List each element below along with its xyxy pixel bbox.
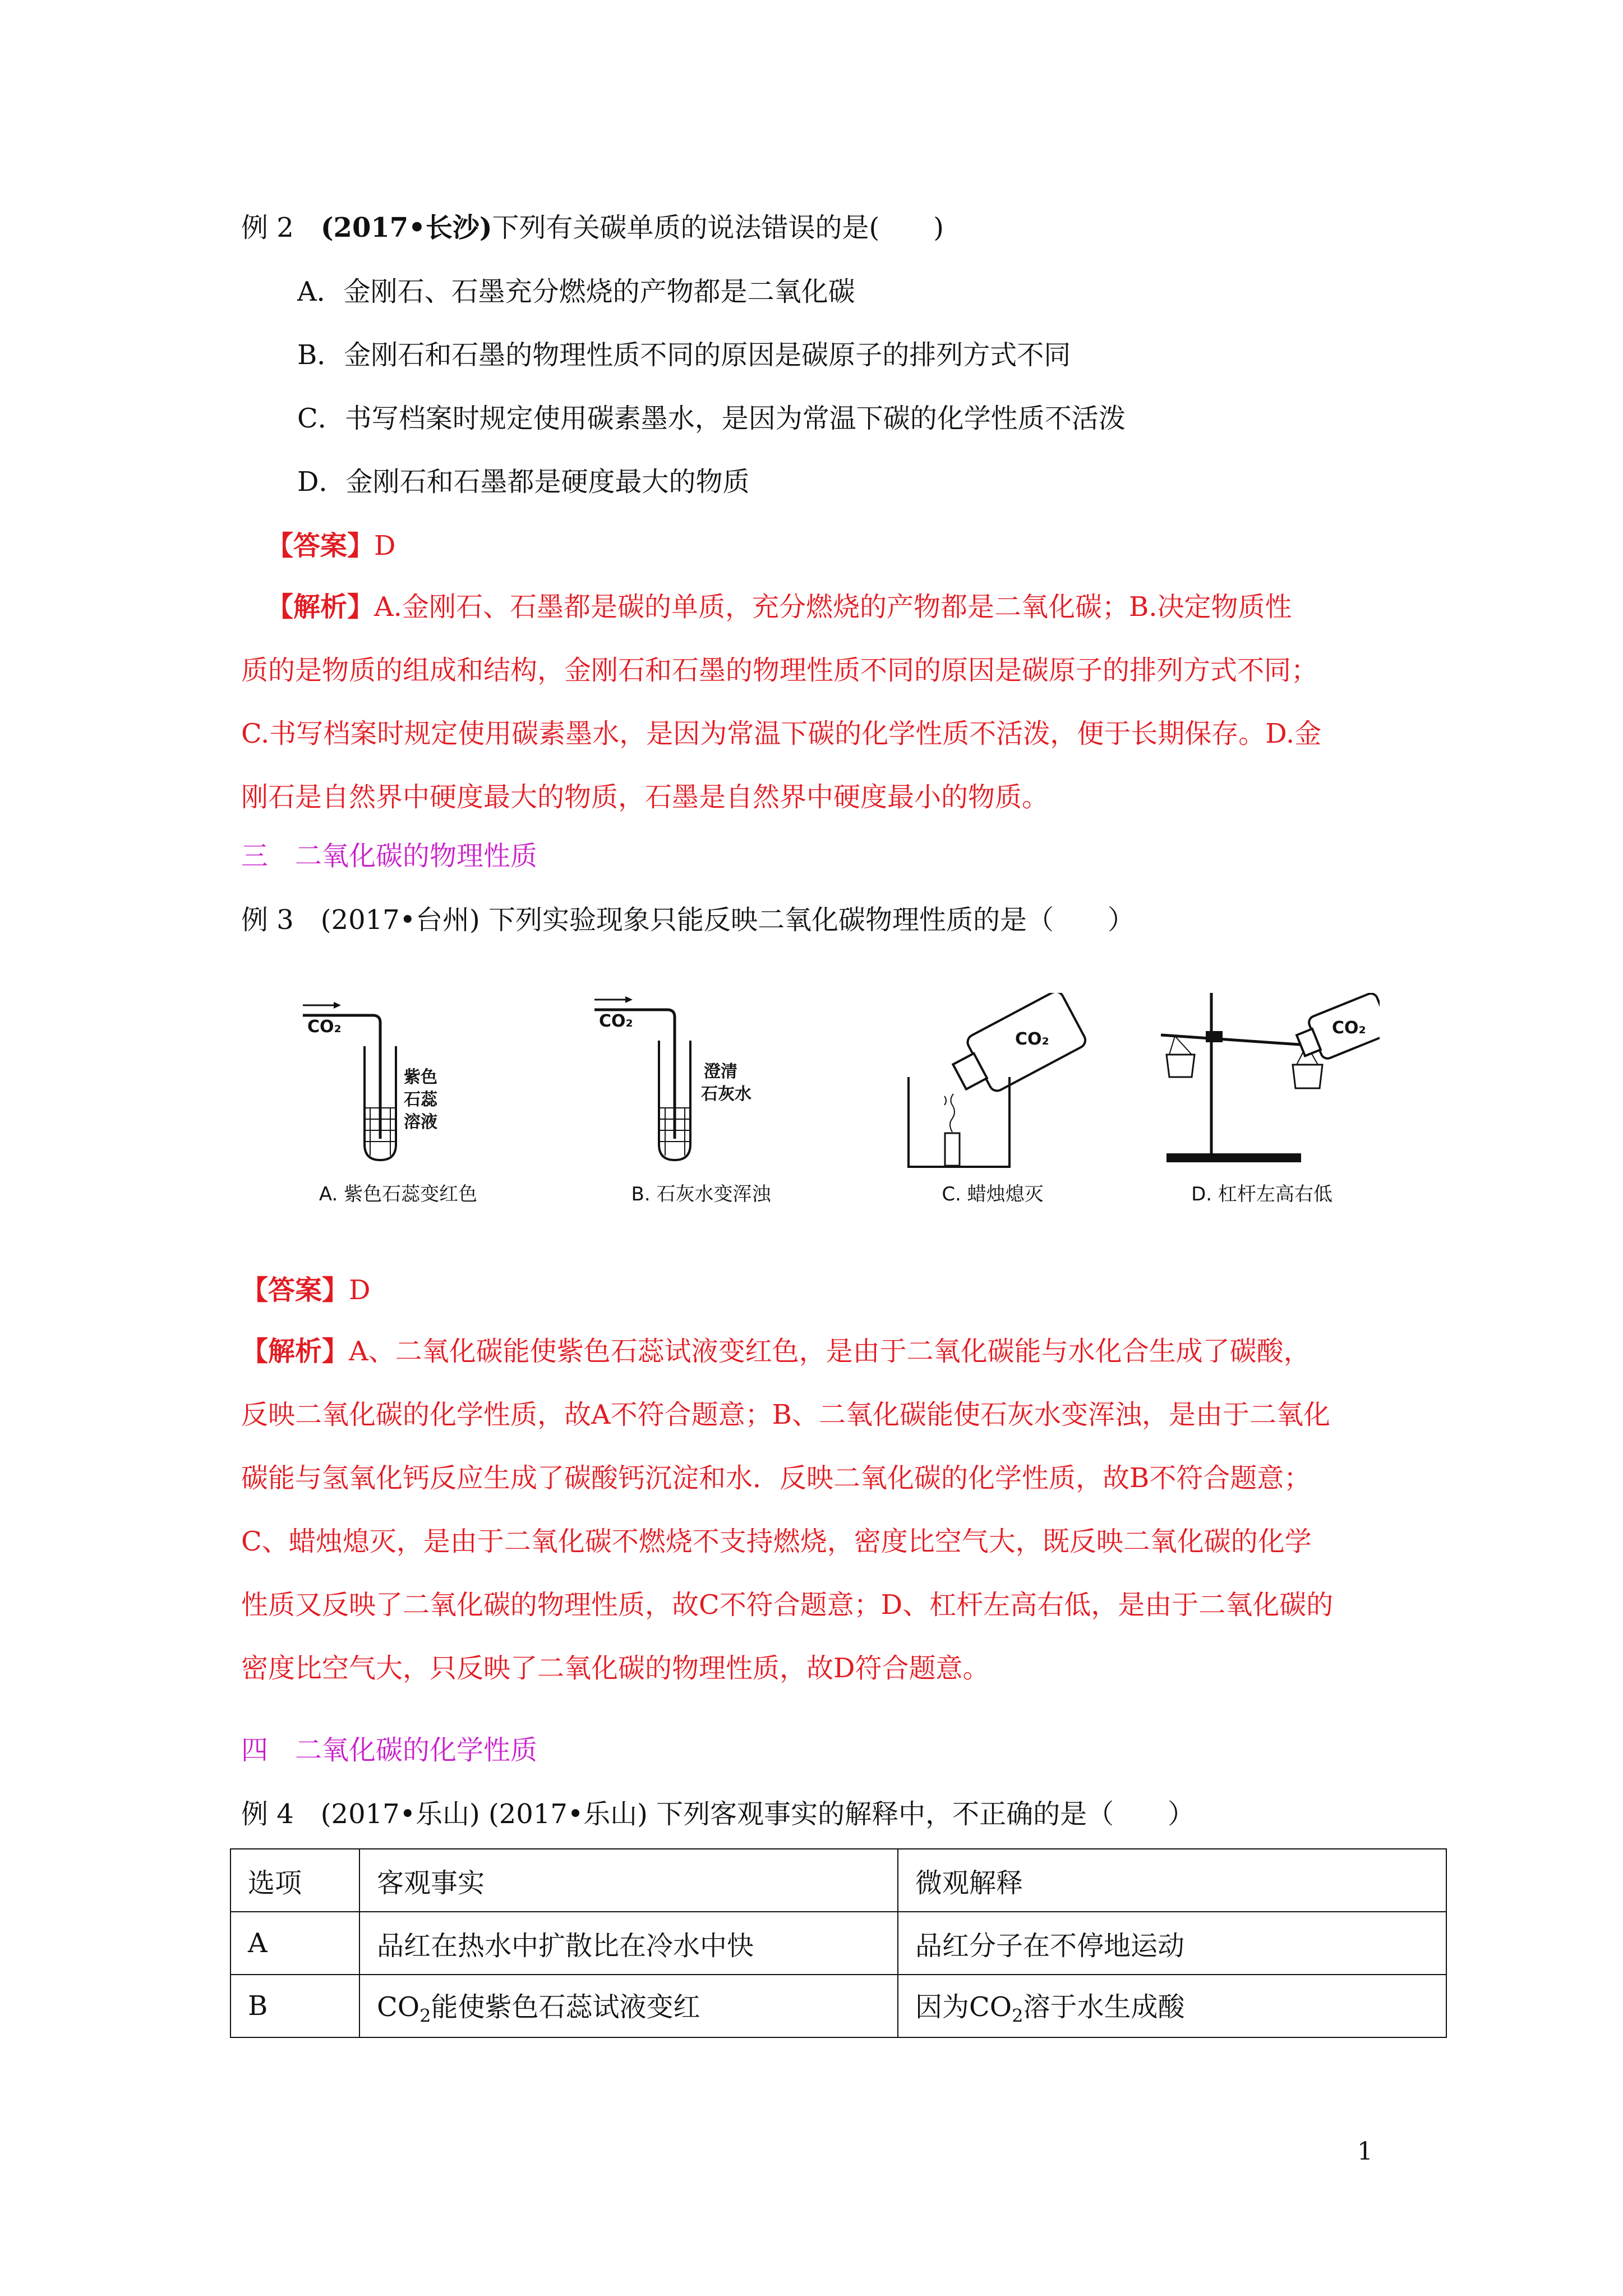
table-row bbox=[230, 1912, 1446, 1975]
page-number: 1 bbox=[1357, 2137, 1373, 2166]
q2-stem bbox=[241, 210, 944, 246]
q2-analysis-line-4: 刚石是自然界中硬度最大的物质，石墨是自然界中硬度最小的物质。 bbox=[241, 781, 1049, 813]
q2-option-c: C．书写档案时规定使用碳素墨水，是因为常温下碳的化学性质不活泼 bbox=[297, 403, 1126, 434]
q2-stem-text: 下列有关碳单质的说法错误的是( ) bbox=[492, 212, 944, 243]
q2-analysis-line-1: A.金刚石、石墨都是碳的单质，充分燃烧的产物都是二氧化碳；B.决定物质性 bbox=[374, 591, 1292, 623]
figure-a-label-3: 溶液 bbox=[404, 1112, 437, 1132]
chem-subscript: 2 bbox=[1012, 2005, 1023, 2027]
figure-c-drawing bbox=[875, 993, 1110, 1178]
section-3-heading: 三 二氧化碳的物理性质 bbox=[241, 840, 538, 872]
table-header-row bbox=[230, 1849, 1446, 1912]
q2-analysis-line-3: C.书写档案时规定使用碳素墨水，是因为常温下碳的化学性质不活泼，便于长期保存。D.金 bbox=[241, 718, 1322, 749]
q2-analysis bbox=[241, 576, 1380, 829]
figure-a-gas-label: CO₂ bbox=[307, 1017, 342, 1037]
q3-analysis-line-6: 密度比空气大，只反映了二氧化碳的物理性质，故D符合题意。 bbox=[241, 1653, 990, 1684]
q3-analysis-label: 【解析】 bbox=[241, 1336, 349, 1367]
figure-b-label-2: 石灰水 bbox=[701, 1084, 751, 1104]
q2-answer bbox=[266, 528, 396, 564]
q3-analysis-line-2: 反映二氧化碳的化学性质，故A不符合题意；B、二氧化碳能使石灰水变浑浊，是由于二氧化 bbox=[241, 1399, 1330, 1430]
q2-source: (2017•长沙) bbox=[320, 212, 492, 243]
q3-analysis-line-4: C、蜡烛熄灭，是由于二氧化碳不燃烧不支持燃烧，密度比空气大，既反映二氧化碳的化学 bbox=[241, 1526, 1312, 1557]
q2-analysis-line-2: 质的是物质的组成和结构，金刚石和石墨的物理性质不同的原因是碳原子的排列方式不同； bbox=[241, 655, 1318, 686]
table-header-cell: 选项 bbox=[230, 1849, 359, 1912]
q2-answer-value: D bbox=[374, 530, 396, 562]
table-cell: A bbox=[230, 1912, 359, 1975]
figure-b-drawing bbox=[583, 993, 819, 1178]
chem-subscript: 2 bbox=[419, 2005, 431, 2027]
table-header-cell: 客观事实 bbox=[359, 1849, 898, 1912]
figure-a-caption: A. 紫色石蕊变红色 bbox=[319, 1183, 478, 1205]
q3-analysis bbox=[241, 1320, 1380, 1700]
q3-stem: 例 3 (2017•台州) 下列实验现象只能反映二氧化碳物理性质的是（ ） bbox=[241, 904, 1135, 936]
table-cell bbox=[359, 1975, 898, 2037]
cell-text: 能使紫色石蕊试液变红 bbox=[431, 1991, 700, 2023]
figure-b-gas-label: CO₂ bbox=[599, 1011, 633, 1031]
figure-d bbox=[1144, 993, 1380, 1206]
table-header-cell: 微观解释 bbox=[898, 1849, 1446, 1912]
cell-text: 溶于水生成酸 bbox=[1023, 1991, 1185, 2023]
q2-option-d: D．金刚石和石墨都是硬度最大的物质 bbox=[297, 466, 750, 498]
q2-option-a: A．金刚石、石墨充分燃烧的产物都是二氧化碳 bbox=[297, 276, 855, 307]
q2-option-b: B．金刚石和石墨的物理性质不同的原因是碳原子的排列方式不同 bbox=[297, 339, 1071, 371]
table-cell: B bbox=[230, 1975, 359, 2037]
q3-figures bbox=[280, 993, 1374, 1217]
figure-d-drawing bbox=[1144, 993, 1380, 1178]
figure-c bbox=[875, 993, 1110, 1206]
figure-b-label-1: 澄清 bbox=[704, 1062, 737, 1082]
chem-formula-text: CO bbox=[377, 1991, 420, 2023]
q4-table bbox=[230, 1848, 1447, 2038]
figure-c-caption: C. 蜡烛熄灭 bbox=[942, 1183, 1044, 1205]
table-cell: 品红在热水中扩散比在冷水中快 bbox=[359, 1912, 898, 1975]
figure-b bbox=[583, 993, 819, 1206]
figure-a-label-2: 石蕊 bbox=[404, 1090, 437, 1110]
q2-stem-label: 例 2 bbox=[241, 212, 294, 243]
q3-analysis-line-3: 碳能与氢氧化钙反应生成了碳酸钙沉淀和水．反映二氧化碳的化学性质，故B不符合题意； bbox=[241, 1462, 1311, 1494]
q3-answer bbox=[241, 1272, 371, 1308]
q3-analysis-line-1: A、二氧化碳能使紫色石蕊试液变红色，是由于二氧化碳能与水化合生成了碳酸， bbox=[349, 1336, 1311, 1367]
figure-d-gas-label: CO₂ bbox=[1332, 1018, 1366, 1038]
figure-a bbox=[280, 993, 516, 1206]
q2-answer-label: 【答案】 bbox=[266, 530, 375, 562]
figure-d-caption: D. 杠杆左高右低 bbox=[1191, 1183, 1332, 1205]
table-row bbox=[230, 1975, 1446, 2037]
q4-stem: 例 4 (2017•乐山) (2017•乐山) 下列客观事实的解释中，不正确的是（ ） bbox=[241, 1798, 1195, 1830]
figure-b-caption: B. 石灰水变浑浊 bbox=[631, 1183, 771, 1205]
table-cell bbox=[898, 1975, 1446, 2037]
figure-a-label-1: 紫色 bbox=[404, 1068, 437, 1087]
q3-answer-value: D bbox=[349, 1274, 371, 1306]
cell-text: 因为CO bbox=[915, 1991, 1012, 2023]
q2-analysis-label: 【解析】 bbox=[266, 591, 375, 623]
section-4-heading: 四 二氧化碳的化学性质 bbox=[241, 1734, 538, 1766]
q3-analysis-line-5: 性质又反映了二氧化碳的物理性质，故C不符合题意；D、杠杆左高右低，是由于二氧化碳的 bbox=[241, 1589, 1334, 1621]
figure-a-drawing bbox=[280, 993, 516, 1178]
table-cell: 品红分子在不停地运动 bbox=[898, 1912, 1446, 1975]
q3-answer-label: 【答案】 bbox=[241, 1274, 349, 1306]
figure-c-gas-label: CO₂ bbox=[1015, 1029, 1049, 1049]
